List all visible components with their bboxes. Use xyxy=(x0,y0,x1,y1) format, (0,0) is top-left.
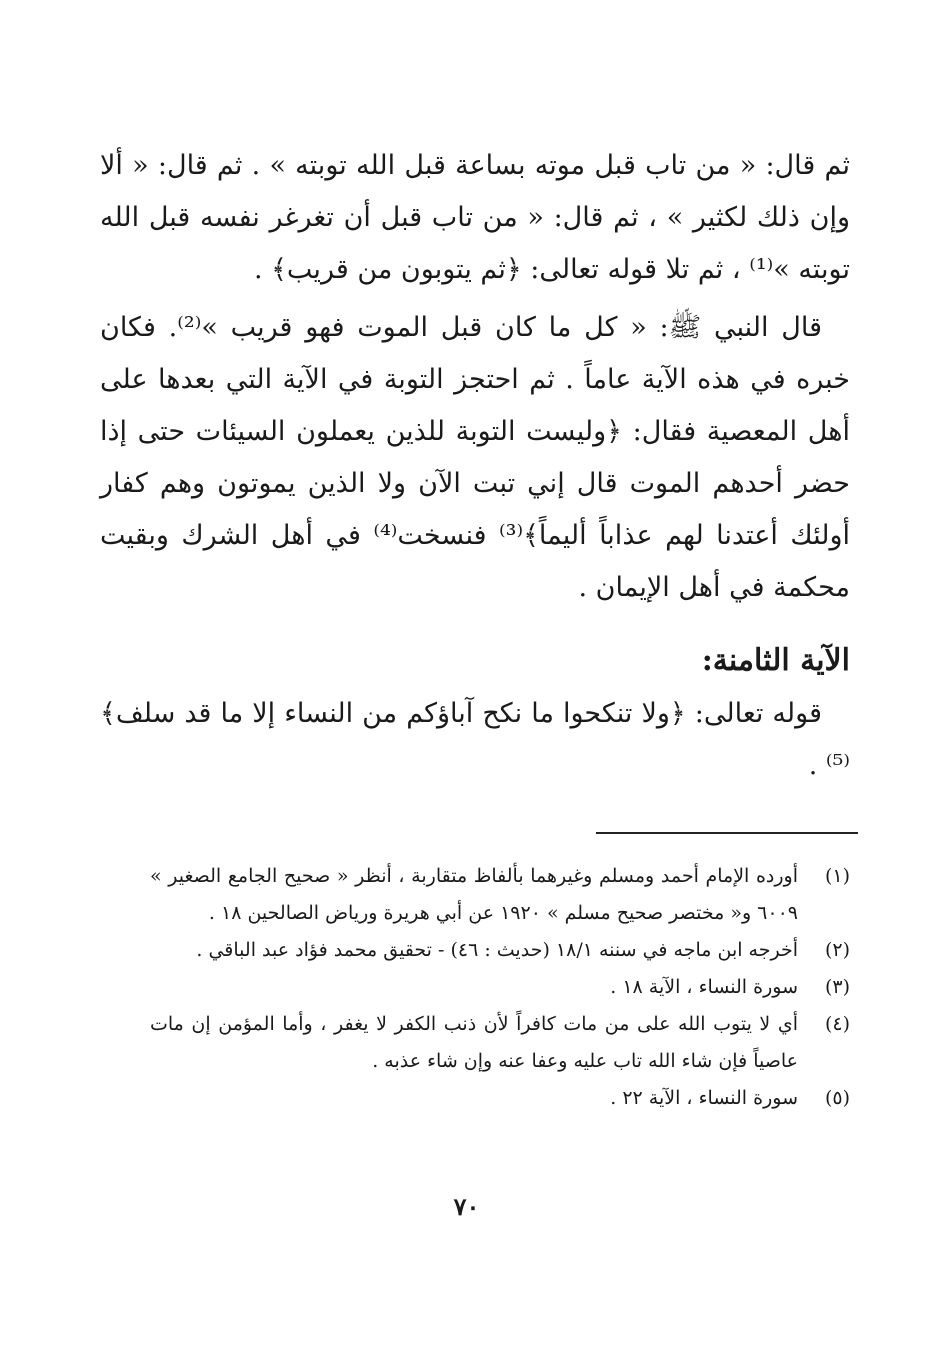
footnote-item xyxy=(150,932,850,969)
footnote-divider xyxy=(596,832,858,834)
footnote-item xyxy=(150,1006,850,1080)
paragraph-1-text: ثم قال: « من تاب قبل موته بساعة قبل الله توبته » . ثم قال: « ألا وإن ذلك لكثير » ، ثم قال: « من تاب قبل أن تغرغر نفسه قبل الله توبته »⁽¹⁾ ، ثم تلا قوله تعالى: ﴿ثم يتوبون من قريب﴾ . xyxy=(100,150,850,285)
footnote-number: (٢) xyxy=(824,939,850,961)
footnote-number: (٣) xyxy=(824,976,850,998)
paragraph-1 xyxy=(100,140,850,296)
paragraph-3-text: قوله تعالى: ﴿ولا تنكحوا ما نكح آباؤكم من النساء إلا ما قد سلف﴾⁽⁵⁾ . xyxy=(100,698,850,781)
paragraph-2 xyxy=(100,302,850,614)
footnote-item xyxy=(150,858,850,932)
paragraph-3 xyxy=(100,688,850,792)
footnote-item xyxy=(150,969,850,1006)
footnote-text: أورده الإمام أحمد ومسلم وغيرهما بألفاظ متقاربة ، أنظر « صحيح الجامع الصغير » ٦٠٠٩ و« مختصر صحيح مسلم » ١٩٢٠ عن أبي هريرة ورياض الصالحين ١٨ . xyxy=(150,865,798,924)
footnote-text: سورة النساء ، الآية ٢٢ . xyxy=(610,1087,798,1109)
footnotes xyxy=(150,858,850,1117)
footnote-text: أخرجه ابن ماجه في سننه ١٨/١ (حديث : ٤٦) - تحقيق محمد فؤاد عبد الباقي . xyxy=(196,939,798,961)
footnote-number: (٤) xyxy=(824,1013,850,1035)
section-heading: الآية الثامنة: xyxy=(701,643,850,678)
footnote-text: سورة النساء ، الآية ١٨ . xyxy=(610,976,798,998)
footnote-text: أي لا يتوب الله على من مات كافراً لأن ذنب الكفر لا يغفر ، وأما المؤمن إن مات عاصياً فإن شاء الله تاب عليه وعفا عنه وإن شاء عذبه . xyxy=(150,1013,798,1072)
footnote-number: (١) xyxy=(824,865,850,887)
page-number: ٧٠ xyxy=(453,1192,480,1221)
paragraph-2-text: قال النبي ﷺ: « كل ما كان قبل الموت فهو قريب »⁽²⁾. فكان خبره في هذه الآية عاماً . ثم احتجز التوبة في الآية التي بعدها على أهل المعصية فقال: ﴿وليست التوبة للذين يعملون السيئات حتى إذا حضر أحدهم الموت قال إني تبت الآن ولا الذين يموتون وهم كفار أولئك أعتدنا لهم عذاباً أليماً﴾⁽³⁾ فنسخت⁽⁴⁾ في أهل الشرك وبقيت محكمة في أهل الإيمان . xyxy=(100,312,850,603)
footnote-number: (٥) xyxy=(824,1087,850,1109)
footnote-item xyxy=(150,1080,850,1117)
